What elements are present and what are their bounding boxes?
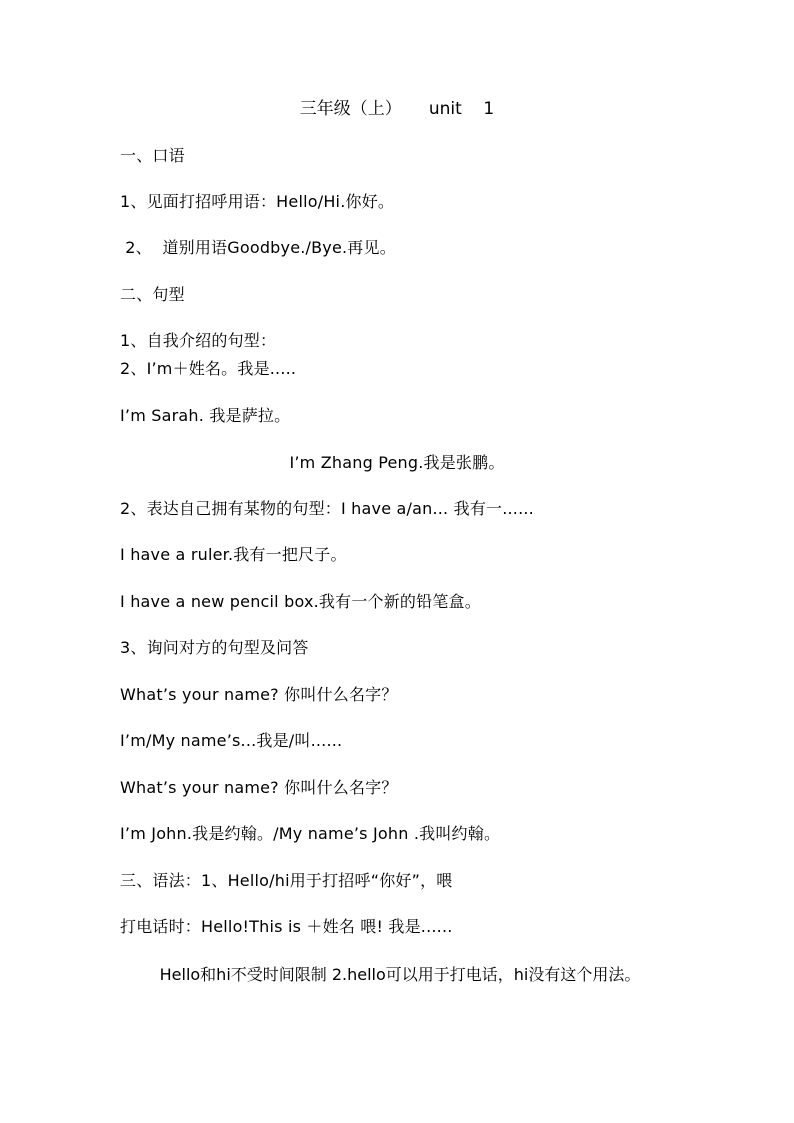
text-line: 1、自我介绍的句型： — [120, 331, 277, 350]
text-line: I’m/My name’s...我是/叫...... — [120, 731, 343, 750]
text-line: I’m John.我是约翰。/My name’s John .我叫约翰。 — [120, 824, 501, 843]
text-line: 2、表达自己拥有某物的句型：I have a/an... 我有一...... — [120, 499, 534, 518]
text-line: What’s your name? 你叫什么名字？ — [120, 778, 398, 797]
text-line: I have a ruler.我有一把尺子。 — [120, 545, 347, 564]
text-line: I’m Zhang Peng.我是张鹏。 — [289, 453, 505, 472]
section-heading-oral: 一、口语 — [120, 146, 185, 165]
text-line: 1、见面打招呼用语：Hello/Hi.你好。 — [120, 192, 395, 211]
text-line: 3、询问对方的句型及问答 — [120, 638, 309, 657]
closing-paragraph: Hello和hi不受时间限制 2.hello可以用于打电话，hi没有这个用法。 — [159, 965, 641, 984]
text-line: I’m Sarah. 我是萨拉。 — [120, 406, 291, 425]
text-line: 2、 道别用语Goodbye./Bye.再见。 — [120, 238, 396, 257]
text-line: What’s your name? 你叫什么名字？ — [120, 685, 398, 704]
text-line: 打电话时：Hello!This is ＋姓名 喂! 我是...... — [120, 917, 453, 936]
text-line: I have a new pencil box.我有一个新的铅笔盒。 — [120, 592, 481, 611]
section-heading-sentence: 二、句型 — [120, 285, 185, 304]
section-heading-grammar: 三、语法：1、Hello/hi用于打招呼“你好”，喂 — [120, 871, 453, 890]
document-title: 三年级（上） unit 1 — [299, 99, 495, 119]
text-line: 2、I’m＋姓名。我是..... — [120, 359, 297, 378]
